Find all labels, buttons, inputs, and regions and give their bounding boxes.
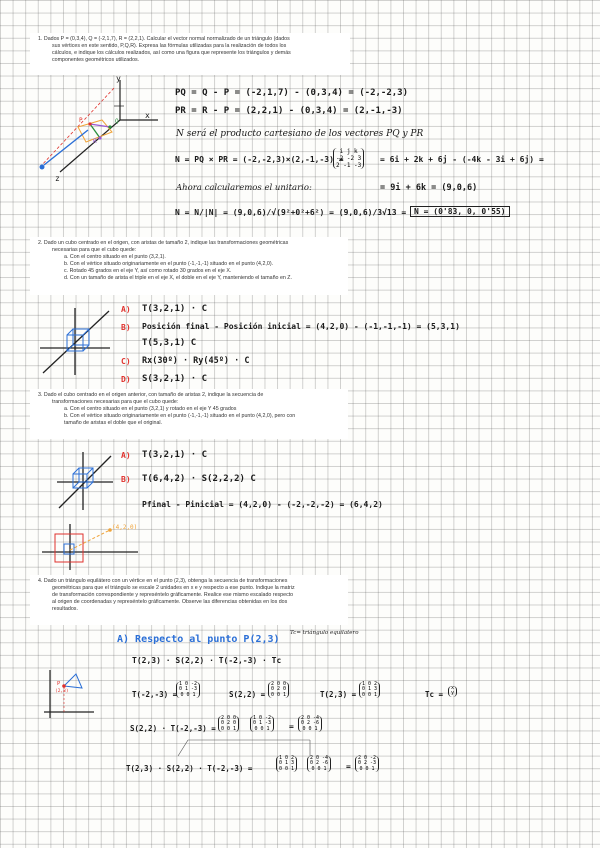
- matrix-row: 0 0 1: [180, 691, 196, 698]
- q4-sequence: T(2,3) · S(2,2) · T(-2,-3) · Tc: [132, 656, 282, 665]
- matrix-row: 0 1 3: [279, 760, 295, 767]
- matrix-row: 0 0 1: [254, 725, 270, 732]
- q1-line: componentes geométricos utilizados.: [52, 57, 140, 64]
- point-q-label: Q: [115, 118, 119, 125]
- q1-vector-figure: [30, 72, 165, 187]
- q2-answer-b1: Posición final - Posición inicial = (4,2,0) - (-1,-1,-1) = (5,3,1): [142, 322, 460, 331]
- q4-line: de transformación correspondiente y represéntelo gráficamente. Realice ese mismo escalado respecto: [52, 592, 294, 599]
- q2-line: d. Con un tamaño de arista el triple en el eje X, el doble en el eje Y, manteniendo el tamaño en Z.: [64, 275, 293, 282]
- matrix-row: 2 0 0: [271, 681, 287, 687]
- matrix-row: 0 2 0: [221, 720, 237, 727]
- q4-t-pos-label: T(2,3) =: [320, 690, 357, 699]
- question-1-text: [38, 36, 350, 64]
- det-row: 2 -1 -3: [336, 162, 362, 169]
- axis-y-label: y: [116, 74, 121, 83]
- question-2-text: [38, 240, 348, 283]
- q2-answer-d: S(3,2,1) · C: [142, 374, 208, 384]
- q4-prod1-label: S(2,2) · T(-2,-3) =: [130, 724, 216, 733]
- q3-line: a. Con el centro situado en el punto (3,2,1) y rotado en el eje Y 45 grados: [64, 406, 237, 413]
- q4-fig-p: P: [57, 681, 61, 687]
- q3-line: tamaño de aristas el doble que el original.: [64, 420, 163, 427]
- q4-note: Tc= triángulo equilatero: [290, 630, 359, 636]
- q1-unit-value: = 9i + 6k = (9,0,6): [380, 183, 478, 193]
- q1-result-box: N = (0'83, 0, 0'55): [410, 206, 510, 217]
- q4-s22-matrix: [268, 682, 289, 698]
- matrix-row: 2 0 -4: [310, 755, 329, 761]
- q3-line: 3. Dado el cubo centrado en el origen anterior, con tamaño de aristas 2, indique la secuencia de: [38, 392, 264, 398]
- q4-tc-label: Tc =: [425, 690, 444, 699]
- q2-line: a. Con el centro situado en el punto (3,2,1).: [64, 254, 166, 261]
- q2-label-d: D): [121, 375, 131, 384]
- q1-line: 1. Dados P = (0,3,4), Q = (-2,1,7), R = (2,2,1). Calcular el vector normal normalizado de un triángulo (dados: [38, 36, 290, 42]
- matrix-row: 1 0 2: [362, 681, 378, 687]
- q1-n-equation-left: N = PQ × PR = (-2,-2,3)×(2,-1,-3) =: [175, 155, 344, 164]
- q3-label-a: A): [121, 451, 131, 460]
- question-3-text: [38, 392, 348, 427]
- q4-t-neg-matrix: [176, 682, 200, 698]
- q4-prod2-label: T(2,3) · S(2,2) · T(-2,-3) =: [126, 764, 253, 773]
- q1-n-equation-right: = 6i + 2k + 6j - (-4k - 3i + 6j) =: [380, 155, 544, 164]
- matrix-row: 0 1 -3: [253, 720, 272, 727]
- matrix-row: 0 0 1: [359, 765, 375, 772]
- q4-line: resultados.: [52, 606, 78, 613]
- q3-answer-b2: Pfinal - Pinicial = (4,2,0) - (-2,-2,-2) = (6,4,2): [142, 500, 383, 509]
- q3-answer-a: T(3,2,1) · C: [142, 450, 208, 460]
- q3-answer-b: T(6,4,2) · S(2,2,2) C: [142, 474, 256, 484]
- q2-line: b. Con el vértice situado originariamente en el punto (-1,-1,-1) situado en el punto (4,2,0).: [64, 261, 274, 268]
- point-r-label: R: [93, 138, 97, 145]
- matrix-row: 2 0 -4: [301, 715, 320, 721]
- matrix-row: 0 0 1: [311, 765, 327, 772]
- matrix-row: 1 0 -2: [253, 715, 272, 721]
- q3-line: b. Con el vértice situado originariamente en el punto (-1,-1,-1) situado en el punto (4,2,0), pero con: [64, 413, 296, 420]
- q2-answer-c: Rx(30º) · Ry(45º) · C: [142, 356, 250, 366]
- matrix-row: 0 1 3: [362, 686, 378, 693]
- q1-n-text: N será el producto cartesiano de los vectores PQ y PR: [176, 129, 424, 139]
- matrix-row: 0 0 1: [221, 725, 237, 732]
- matrix-row: 0 0 1: [279, 765, 295, 772]
- q2-label-b: B): [121, 323, 131, 332]
- matrix-row: 0 2 -6: [310, 760, 329, 767]
- axis-x-label: x: [145, 111, 150, 120]
- q3-label-b: B): [121, 475, 131, 484]
- q4-line: al origen de coordenadas y represéntelo gráficamente. Observe las diferencias obtenidas en los dos: [52, 599, 288, 606]
- q2-answer-b2: T(5,3,1) C: [142, 338, 197, 348]
- q1-pr-equation: PR = R - P = (2,2,1) - (0,3,4) = (2,-1,-3): [175, 106, 403, 116]
- det-row: i j k: [339, 148, 358, 155]
- matrix-row: 0 0 1: [302, 725, 318, 732]
- matrix-row: 0 2 -6: [301, 720, 320, 727]
- matrix-row: 0 2 -3: [358, 760, 377, 767]
- matrix-row: 2 0 -2: [358, 755, 377, 761]
- q4-prod1-result: [298, 716, 322, 732]
- q2-label-c: C): [121, 357, 131, 366]
- q2-answer-a: T(3,2,1) · C: [142, 304, 208, 314]
- matrix-row: 2 0 0: [221, 715, 237, 721]
- q1-pq-equation: PQ = Q - P = (-2,1,7) - (0,3,4) = (-2,-2,3): [175, 88, 408, 98]
- matrix-row: 0 0 1: [271, 691, 287, 698]
- det-row: -2 -2 3: [336, 155, 362, 162]
- matrix-row: 1 0 2: [279, 755, 295, 761]
- matrix-row: x: [451, 685, 455, 691]
- q4-prod1-equals: =: [289, 722, 294, 731]
- q4-prod2-a: [276, 756, 297, 772]
- q2-line: necesarias para que el cubo quede:: [52, 247, 137, 254]
- q1-line: sus vértices en este sentido, P,Q,R). Expresa las fórmulas utilizadas para la realización de todos los: [52, 43, 287, 50]
- q4-prod1-a: [218, 716, 239, 732]
- q4-prod2-equals: =: [346, 762, 351, 771]
- q1-unit-label: Ahora calcularemos el unitario:: [176, 183, 312, 193]
- q3-line: transformaciones necesarias para que el cubo quede:: [52, 399, 179, 406]
- q1-determinant: [333, 148, 364, 169]
- q4-fig-label: (2,3): [55, 689, 69, 694]
- q4-tc-matrix: [448, 686, 457, 697]
- q4-prod2-result: [355, 756, 379, 772]
- q4-heading: A) Respecto al punto P(2,3): [117, 634, 280, 645]
- axis-z-label: z: [55, 174, 60, 183]
- q4-t-neg-label: T(-2,-3) =: [132, 690, 178, 699]
- q4-prod2-b: [307, 756, 331, 772]
- q4-s22-label: S(2,2) =: [229, 690, 266, 699]
- matrix-row: 0 1 -3: [179, 686, 198, 693]
- q1-line: cálculos, e indique los cálculos realizados, así como una figura que represente los triángulos y demás: [52, 50, 291, 57]
- q2-label-a: A): [121, 305, 131, 314]
- q2-line: 2. Dado un cubo centrado en el origen, con aristas de tamaño 2, indique las transformaciones geométricas: [38, 240, 289, 246]
- q4-t-pos-matrix: [359, 682, 380, 698]
- q3-cube-figure: [55, 450, 115, 512]
- q4-line: geométricas para que el triángulo se escale 2 unidades en x e y respecto a ese punto. Indique la matriz: [52, 585, 295, 592]
- matrix-row: 0 0 1: [362, 691, 378, 698]
- question-4-text: [38, 578, 348, 613]
- matrix-row: 0 2 0: [271, 686, 287, 693]
- q4-line: 4. Dado un triángulo equilátero con un vértice en el punto (2,3), obtenga la secuencia de transformaciones: [38, 578, 288, 584]
- q4-triangle-figure: [42, 668, 97, 720]
- q3-fig-label: (4,2,0): [112, 524, 138, 531]
- q2-cube-figure: [35, 303, 115, 378]
- matrix-row: 1 0 -2: [179, 681, 198, 687]
- matrix-row: y: [451, 690, 455, 697]
- point-p-label: P: [79, 117, 83, 124]
- q4-connector-lines: [170, 738, 330, 760]
- q1-normalized: N = N/|N| = (9,0,6)/√(9²+0²+6²) = (9,0,6)/3√13 =: [175, 208, 407, 217]
- q4-prod1-b: [250, 716, 274, 732]
- q2-line: c. Rotado 45 grados en el eje Y, así como rotado 30 grados en el eje X.: [64, 268, 232, 275]
